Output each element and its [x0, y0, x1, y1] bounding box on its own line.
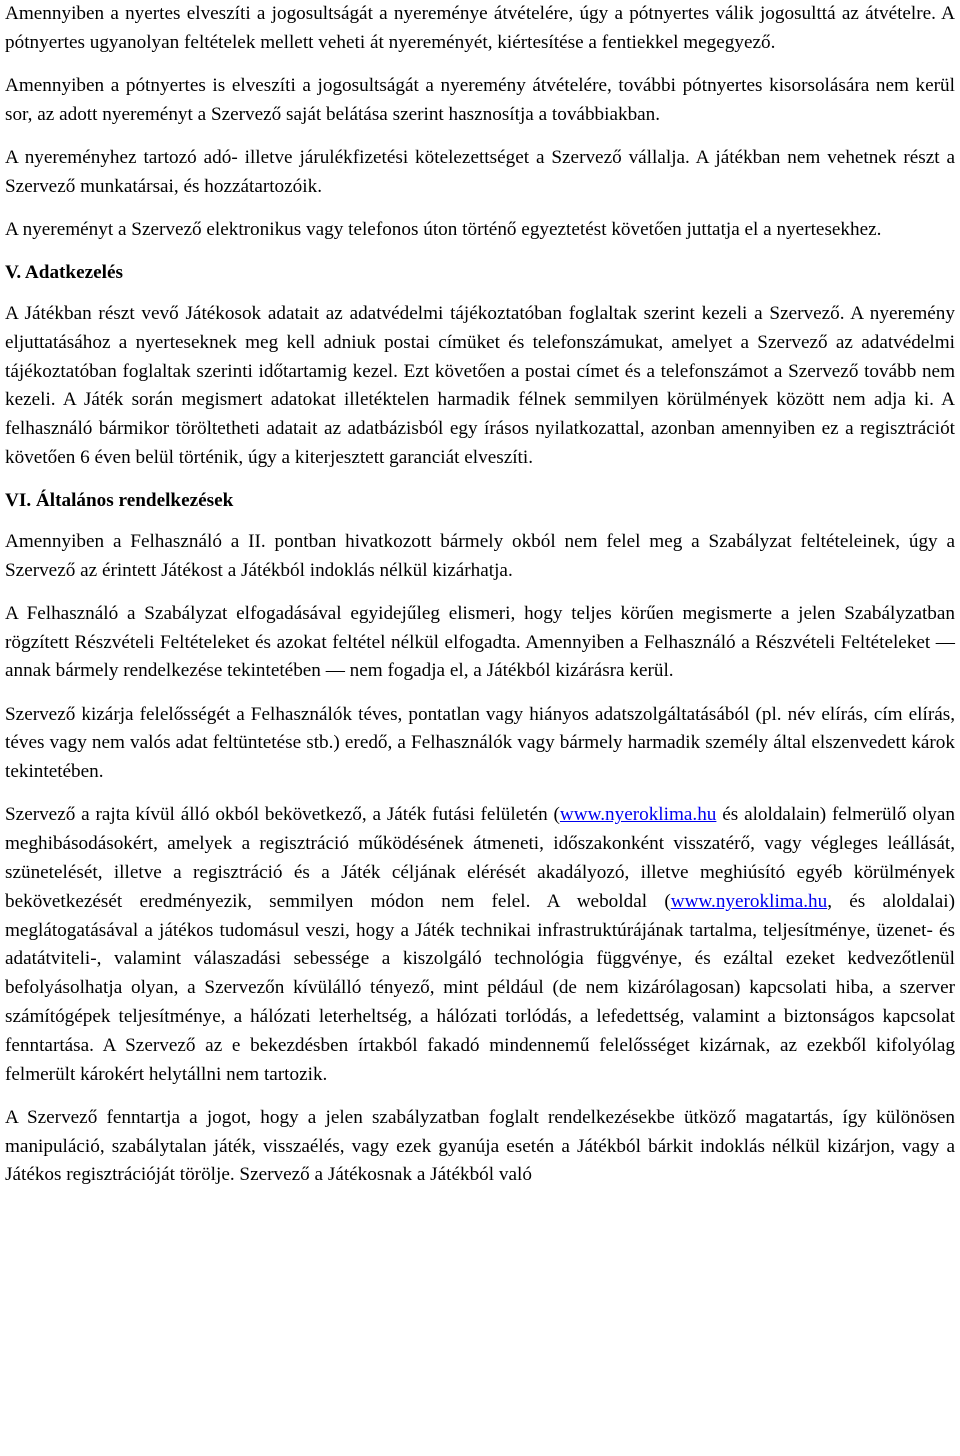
paragraph-substitute-loses-right: Amennyiben a pótnyertes is elveszíti a jogosultságát a nyeremény átvételére, további pótnyertes kisorsolására nem kerül sor, az adott nyereményt a Szervező saját belátása szerint hasznosítja a továbbiakban.: [5, 74, 955, 125]
paragraph-tax-obligation: A nyereményhez tartozó adó- illetve járulékfizetési kötelezettséget a Szervező vállalja. A játékban nem vehetnek részt a Szervező munkatársai, és hozzátartozóik.: [5, 146, 955, 197]
paragraph-organizer-rights: A Szervező fenntartja a jogot, hogy a jelen szabályzatban foglalt rendelkezésekbe ütköző magatartás, így különösen manipuláció, szabálytalan játék, visszaélés, vagy ezek gyanúja esetén a Játékból bárkit indoklás nélkül kizárjon, vagy a Játékos regisztrációját törölje. Szervező a Játékosnak a Játékból való: [5, 1106, 955, 1186]
site-link-2[interactable]: www.nyeroklima.hu: [670, 890, 828, 912]
paragraph-exclusion: Amennyiben a Felhasználó a II. pontban hivatkozott bármely okból nem felel meg a Szabályzat feltételeinek, úgy a Szervező az érintett Játékost a Játékból indoklás nélkül kizárhatja.: [5, 530, 955, 581]
paragraph-data-handling: A Játékban részt vevő Játékosok adatait az adatvédelmi tájékoztatóban foglaltak szerint kezeli a Szervező. A nyeremény eljuttatásához a nyerteseknek meg kell adniuk postai címüket és telefonszámukat, amelyet a Szervező az adatvédelmi tájékoztatóban foglaltak szerinti időtartamig kezel. Ezt követően a postai címet és a telefonszámot a Szervező tovább nem kezeli. A Játék során megismert adatokat illetéktelen harmadik félnek semmilyen körülmények között nem adja ki. A felhasználó bármikor töröltetheti adatait az adatbázisból egy írásos nyilatkozattal, azonban amennyiben ez a regisztrációt követően 6 éven belül történik, úgy a kiterjesztett garanciát elveszíti.: [5, 302, 955, 468]
liability-text-part2: és aloldalain) felmerülő olyan meghibásodásokért, amelyek a regisztráció működésének átmeneti, időszakonként visszatérő, vagy végleges leállását, szünetelését, illetve a regisztráció és a Játék céljának elérését akadályozó, illetve meghiúsító egyéb körülmények bekövetkezését eredményezik, semmilyen módon nem felel. A weboldal (: [5, 804, 956, 912]
site-link-1[interactable]: www.nyeroklima.hu: [559, 804, 717, 826]
document-page: [5, 0, 955, 1205]
liability-text-part1: Szervező a rajta kívül álló okból bekövetkező, a Játék futási felületén (: [5, 804, 560, 826]
paragraph-substitute-winner: Amennyiben a nyertes elveszíti a jogosultságát a nyereménye átvételére, úgy a pótnyertes válik jogosulttá az átvételre. A pótnyertes ugyanolyan feltételek mellett veheti át nyereményét, kiértesítése a fentiekkel megegyező.: [5, 3, 955, 53]
paragraph-acceptance: A Felhasználó a Szabályzat elfogadásával egyidejűleg elismeri, hogy teljes körűen megismerte a jelen Szabályzatban rögzített Részvételi Feltételeket és azokat feltétel nélkül elfogadta. Amennyiben a Felhasználó a Részvételi Feltételeket — annak bármely rendelkezése tekintetében — nem fogadja el, a Játékból kizárásra kerül.: [5, 602, 955, 682]
liability-text-part3: , és aloldalai) meglátogatásával a játékos tudomásul veszi, hogy a Játék technikai infrastruktúrájának tartalma, teljesítménye, üzenet- és adatátviteli-, valamint válaszadási sebessége a kiszolgáló technológia függvénye, és ezáltal ezeket kedvezőtlenül befolyásolhatja olyan, a Szervezőn kívülálló tényező, mint például (de nem kizárólagosan) kapcsolati hiba, a szerver számítógépek teljesítménye, a hálózati leterheltség, a hálózati torlódás, a lefedettség, valamint a biztonságos kapcsolat fenntartása. A Szervező az e bekezdésben írtakból fakadó mindennemű felelősséget kizárnak, az ezekből kifolyólag felmerült károkért helytállni nem tartozik.: [5, 890, 956, 1085]
paragraph-liability-data: Szervező kizárja felelősségét a Felhasználók téves, pontatlan vagy hiányos adatszolgáltatásából (pl. név elírás, cím elírás, téves vagy nem valós adat feltüntetése stb.) eredő, a Felhasználók vagy bármely harmadik személy által elszenvedett károk tekintetében.: [5, 703, 955, 783]
paragraph-liability-technical: [5, 801, 955, 1089]
section-heading-general-provisions: VI. Általános rendelkezések: [5, 490, 234, 512]
paragraph-prize-delivery: A nyereményt a Szervező elektronikus vagy telefonos úton történő egyeztetést követően juttatja el a nyertesekhez.: [5, 218, 882, 240]
section-heading-data-handling: V. Adatkezelés: [5, 262, 123, 284]
